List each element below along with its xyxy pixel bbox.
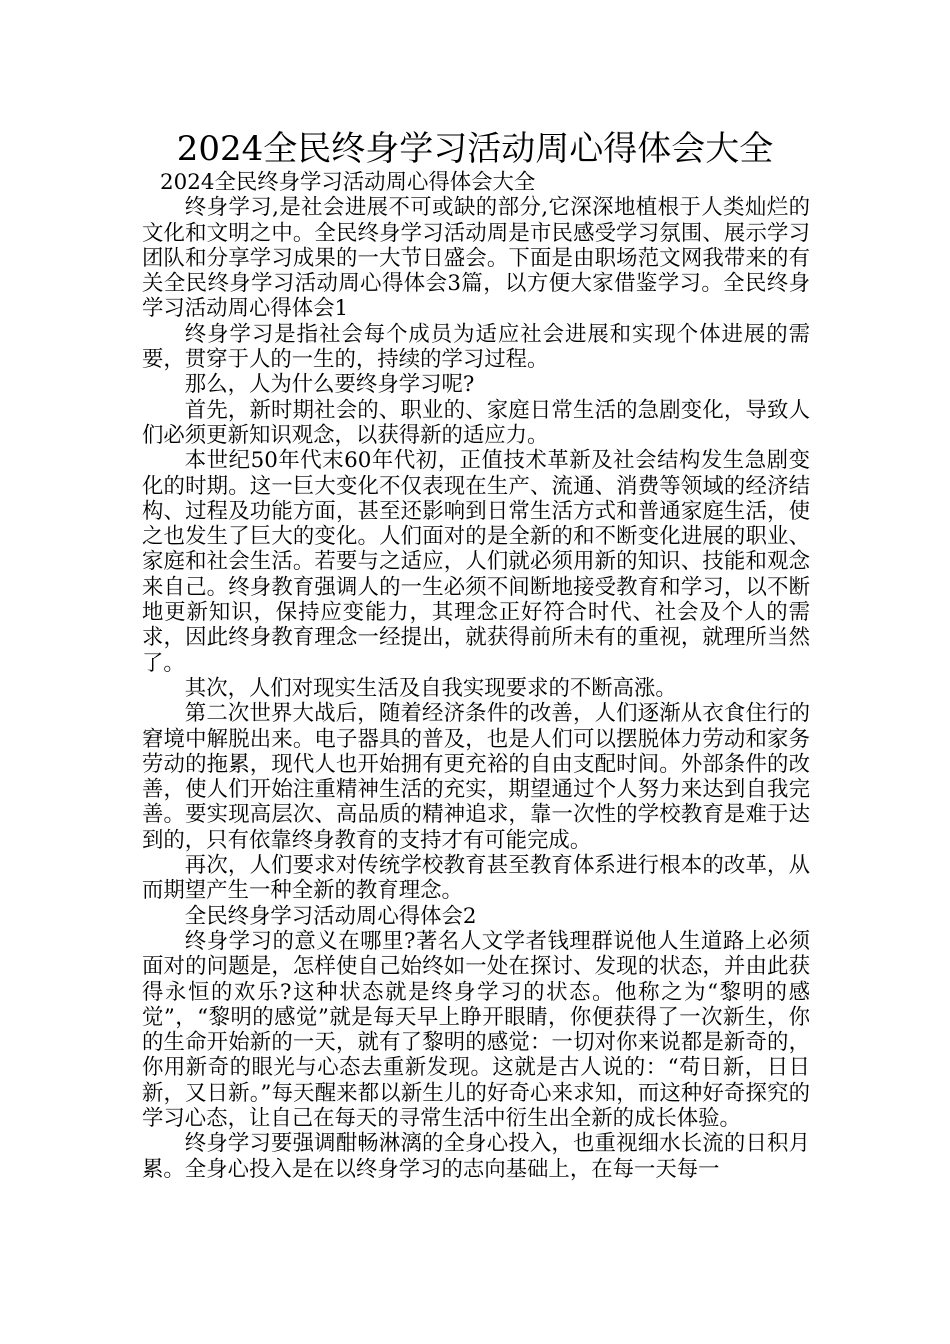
paragraph: 首先，新时期社会的、职业的、家庭日常生活的急剧变化，导致人们必须更新知识观念，以获得新的适应力。	[142, 397, 810, 448]
document-title: 2024全民终身学习活动周心得体会大全	[176, 129, 774, 169]
section-heading: 全民终身学习活动周心得体会2	[184, 903, 477, 929]
paragraph-intro: 终身学习,是社会进展不可或缺的部分,它深深地植根于人类灿烂的文化和文明之中。全民终身学习活动周是市民感受学习氛围、展示学习团队和分享学习成果的一大节日盛会。下面是由职场范文网我带来的有关全民终身学习活动周心得体会3篇，以方便大家借鉴学习。全民终身学习活动周心得体会1	[142, 195, 810, 322]
paragraph: 本世纪50年代末60年代初，正值技术革新及社会结构发生急剧变化的时期。这一巨大变化不仅表现在生产、流通、消费等领域的经济结构、过程及功能方面，甚至还影响到日常生活方式和普通家庭生活，使之也发生了巨大的变化。人们面对的是全新的和不断变化进展的职业、家庭和社会生活。若要与之适应，人们就必须用新的知识、技能和观念来自己。终身教育强调人的一生必须不间断地接受教育和学习，以不断地更新知识，保持应变能力，其理念正好符合时代、社会及个人的需求，因此终身教育理念一经提出，就获得前所未有的重视，就理所当然了。	[142, 448, 810, 676]
document-body	[142, 170, 810, 1182]
paragraph-question: 那么，人为什么要终身学习呢?	[184, 372, 475, 398]
paragraph: 终身学习要强调酣畅淋漓的全身心投入，也重视细水长流的日积月累。全身心投入是在以终身学习的志向基础上，在每一天每一	[142, 1131, 810, 1182]
paragraph: 第二次世界大战后，随着经济条件的改善，人们逐渐从衣食住行的窘境中解脱出来。电子器具的普及，也是人们可以摆脱体力劳动和家务劳动的拖累，现代人也开始拥有更充裕的自由支配时间。外部条件的改善，使人们开始注重精神生活的充实，期望通过个人努力来达到自我完善。要实现高层次、高品质的精神追求，靠一次性的学校教育是难于达到的，只有依靠终身教育的支持才有可能完成。	[142, 701, 810, 853]
paragraph: 终身学习的意义在哪里?著名人文学者钱理群说他人生道路上必须面对的问题是，怎样使自己始终如一处在探讨、发现的状态，并由此获得永恒的欢乐?这种状态就是终身学习的状态。他称之为“黎明的感觉”，“黎明的感觉”就是每天早上睁开眼睛，你便获得了一次新生，你的生命开始新的一天，就有了黎明的感觉：一切对你来说都是新奇的，你用新奇的眼光与心态去重新发现。这就是古人说的：“苟日新，日日新，又日新。”每天醒来都以新生儿的好奇心来求知，而这种好奇探究的学习心态，让自己在每天的寻常生活中衍生出全新的成长体验。	[142, 928, 810, 1131]
paragraph: 终身学习是指社会每个成员为适应社会进展和实现个体进展的需要，贯穿于人的一生的，持续的学习过程。	[142, 321, 810, 373]
paragraph: 其次，人们对现实生活及自我实现要求的不断高涨。	[184, 675, 677, 701]
document-subtitle: 2024全民终身学习活动周心得体会大全	[160, 170, 536, 195]
paragraph: 再次，人们要求对传统学校教育甚至教育体系进行根本的改革，从而期望产生一种全新的教育理念。	[142, 853, 810, 904]
